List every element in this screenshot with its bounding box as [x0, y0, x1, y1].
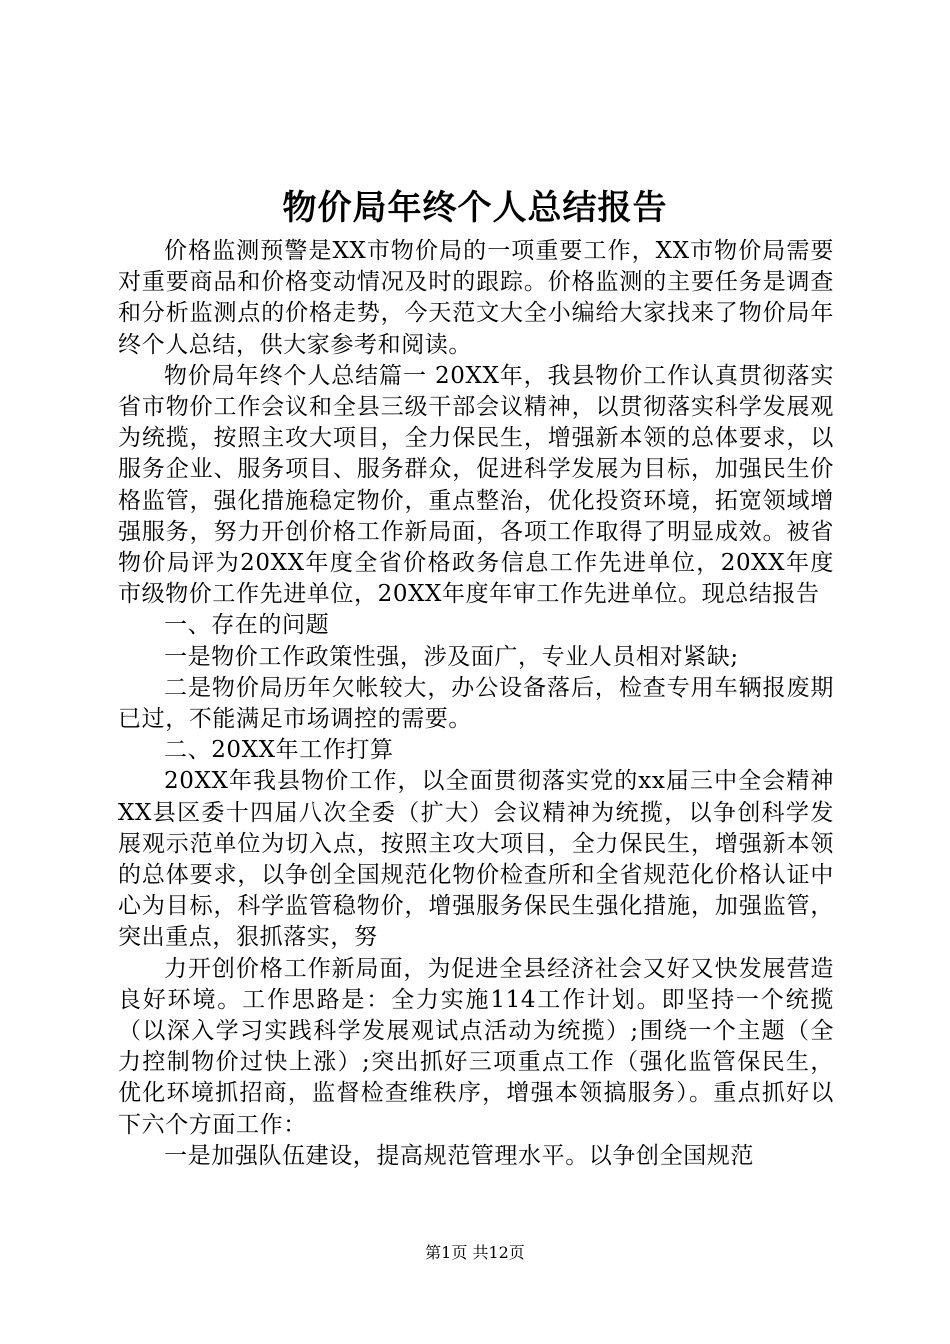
paragraph-task-one: 一是加强队伍建设，提高规范管理水平。以争创全国规范: [164, 1142, 754, 1169]
section-heading-problems: 一、存在的问题: [164, 612, 330, 639]
paragraph-summary-part-one: 物价局年终个人总结篇一 20XX年，我县物价工作认真贯彻落实省市物价工作会议和全县三级干部会议精神，以贯彻落实科学发展观为统揽，按照主攻大项目，全力保民生，增强新本领的总体要求，以服务企业、服务项目、服务群众，促进科学发展为目标，加强民生价格监管，强化措施稳定物价，重点整治，优化投资环境，拓宽领域增强服务，努力开创价格工作新局面，各项工作取得了明显成效。被省物价局评为20XX年度全省价格政务信息工作先进单位，20XX年度市级物价工作先进单位，20XX年度年审工作先进单位。现总结报告: [118, 362, 834, 608]
section-heading-work-plan: 二、20XX年工作打算: [164, 737, 394, 764]
document-body: [118, 236, 834, 1172]
document-title: 物价局年终个人总结报告: [282, 188, 668, 228]
page-number-footer: 第1页 共12页: [425, 1243, 525, 1262]
paragraph-problem-two: 二是物价局历年欠帐较大，办公设备落后，检查专用车辆报废期已过，不能满足市场调控的需要。: [118, 674, 834, 733]
paragraph-problem-one: 一是物价工作政策性强，涉及面广，专业人员相对紧缺;: [164, 643, 739, 670]
paragraph-intro: 价格监测预警是XX市物价局的一项重要工作，XX市物价局需要对重要商品和价格变动情况及时的跟踪。价格监测的主要任务是调查和分析监测点的价格走势，今天范文大全小编给大家找来了物价局年终个人总结，供大家参考和阅读。: [118, 238, 834, 358]
paragraph-work-approach: 力开创价格工作新局面，为促进全县经济社会又好又快发展营造良好环境。工作思路是：全力实施114工作计划。即坚持一个统揽（以深入学习实践科学发展观试点活动为统揽）;围绕一个主题（全力控制物价过快上涨）;突出抓好三项重点工作（强化监管保民生，优化环境抓招商，监督检查维秩序，增强本领搞服务）。重点抓好以下六个方面工作：: [118, 955, 834, 1138]
paragraph-work-plan: 20XX年我县物价工作，以全面贯彻落实党的xx届三中全会精神XX县区委十四届八次全委（扩大）会议精神为统揽，以争创科学发展观示范单位为切入点，按照主攻大项目，全力保民生，增强新本领的总体要求，以争创全国规范化物价检查所和全省规范化价格认证中心为目标，科学监管稳物价，增强服务保民生强化措施，加强监管，突出重点，狠抓落实，努: [118, 768, 834, 951]
